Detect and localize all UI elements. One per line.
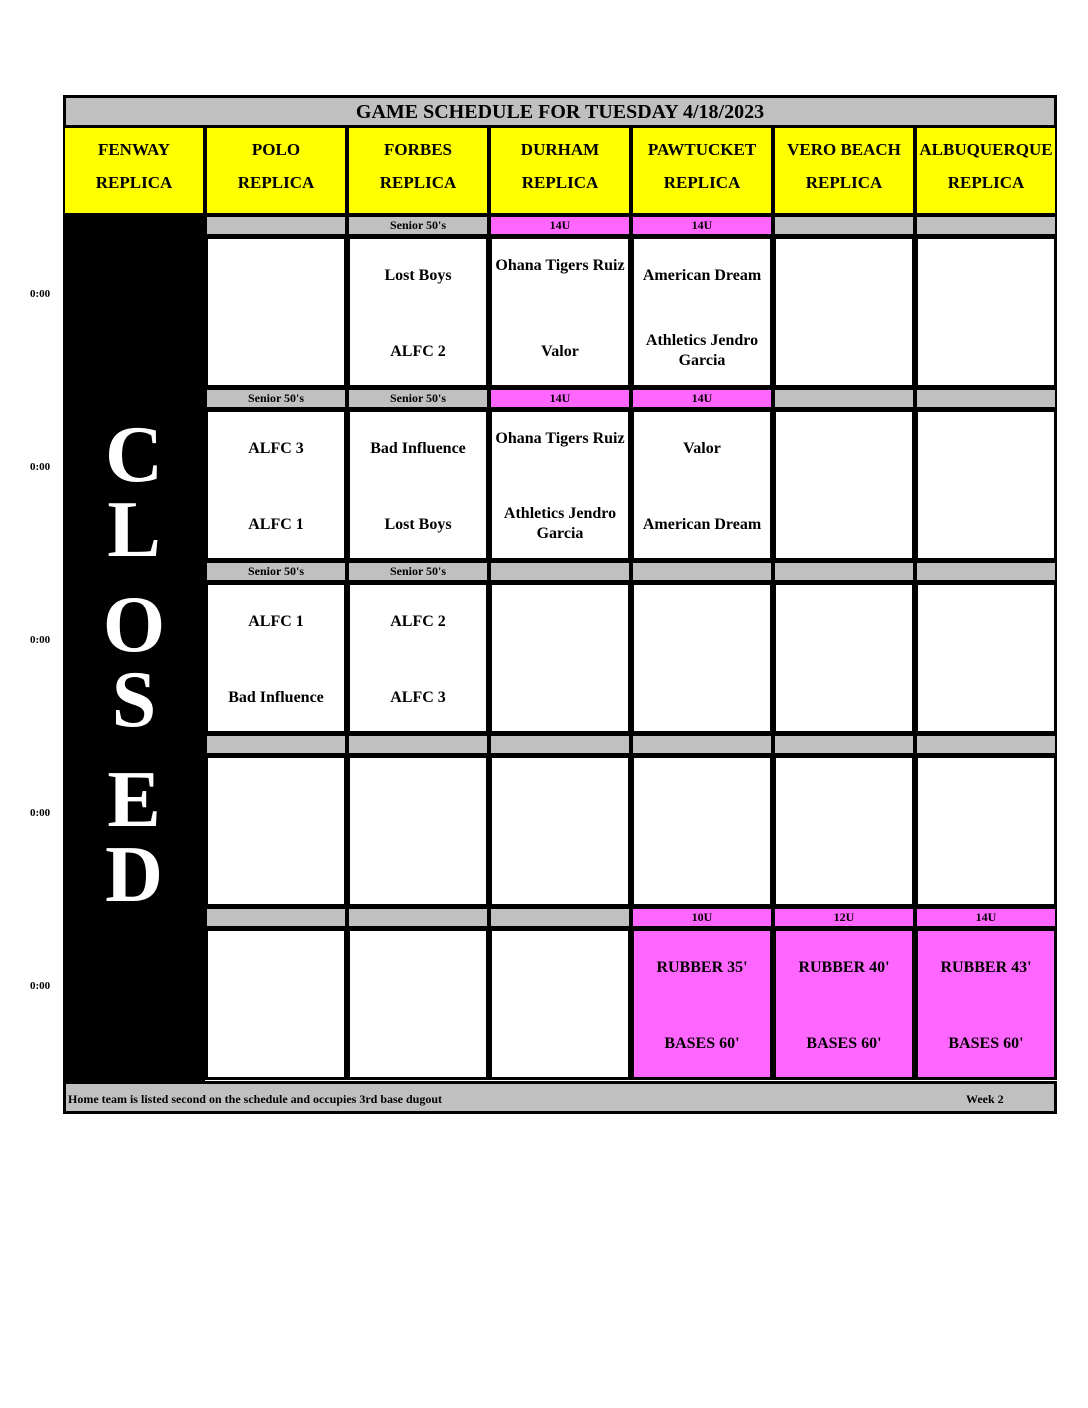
team-bottom: Valor xyxy=(541,343,579,360)
field-name: POLO xyxy=(251,140,301,159)
division-label: 14U xyxy=(915,907,1057,928)
closed-letter: S xyxy=(111,656,157,744)
team-top: Valor xyxy=(683,440,721,457)
field-header-7 xyxy=(915,126,1057,215)
closed-letter: D xyxy=(105,831,163,919)
team-top: RUBBER 43' xyxy=(940,959,1032,976)
team-top: ALFC 1 xyxy=(248,613,304,630)
game-cell xyxy=(773,236,915,388)
closed-letter: L xyxy=(107,486,161,574)
game-cell xyxy=(489,928,631,1080)
footer-bar xyxy=(63,1081,1057,1114)
division-label: Senior 50's xyxy=(347,388,489,409)
field-header-4 xyxy=(489,126,631,215)
team-top: RUBBER 35' xyxy=(656,959,748,976)
field-sub: REPLICA xyxy=(663,173,741,192)
division-label: 10U xyxy=(631,907,773,928)
team-top: Ohana Tigers Ruiz xyxy=(495,430,625,447)
game-cell xyxy=(489,582,631,734)
game-cell xyxy=(631,409,773,561)
game-cell xyxy=(347,928,489,1080)
team-top: ALFC 3 xyxy=(248,440,304,457)
team-bottom: BASES 60' xyxy=(806,1035,882,1052)
division-label xyxy=(205,907,347,928)
game-cell xyxy=(205,755,347,907)
division-label xyxy=(915,388,1057,409)
game-cell xyxy=(773,928,915,1080)
field-header-1 xyxy=(63,126,205,215)
time-label: 0:00 xyxy=(30,288,51,300)
field-sub: REPLICA xyxy=(521,173,599,192)
time-label: 0:00 xyxy=(30,980,51,992)
field-header-6 xyxy=(773,126,915,215)
game-cell xyxy=(347,409,489,561)
division-label: Senior 50's xyxy=(347,215,489,236)
field-name: FENWAY xyxy=(97,140,171,159)
division-label: Senior 50's xyxy=(205,561,347,582)
team-top: Ohana Tigers Ruiz xyxy=(495,257,625,274)
division-label xyxy=(773,734,915,755)
division-label xyxy=(489,561,631,582)
division-label: Senior 50's xyxy=(347,561,489,582)
team-bottom: Athletics Jendro Garcia xyxy=(645,332,759,369)
game-cell xyxy=(347,582,489,734)
division-label xyxy=(205,215,347,236)
team-bottom: BASES 60' xyxy=(664,1035,740,1052)
game-cell xyxy=(631,755,773,907)
game-cell xyxy=(205,582,347,734)
game-cell xyxy=(631,236,773,388)
division-label: 14U xyxy=(489,215,631,236)
field-name: ALBUQUERQUE xyxy=(919,140,1053,159)
field-header-2 xyxy=(205,126,347,215)
division-label xyxy=(205,734,347,755)
page-title: GAME SCHEDULE FOR TUESDAY 4/18/2023 xyxy=(63,95,1057,128)
game-cell xyxy=(347,755,489,907)
field-sub: REPLICA xyxy=(95,173,173,192)
game-cell xyxy=(347,236,489,388)
division-label: 14U xyxy=(489,388,631,409)
time-label: 0:00 xyxy=(30,461,51,473)
team-bottom: American Dream xyxy=(642,516,762,533)
division-label: 14U xyxy=(631,388,773,409)
closed-banner xyxy=(63,215,205,1081)
game-cell xyxy=(915,582,1057,734)
field-name: FORBES xyxy=(383,140,453,159)
footer-note: Home team is listed second on the schedule and occupies 3rd base dugout xyxy=(68,1092,443,1106)
time-label: 0:00 xyxy=(30,634,51,646)
team-bottom: Athletics Jendro Garcia xyxy=(503,505,617,542)
closed-letter: E xyxy=(107,756,161,844)
field-name: DURHAM xyxy=(520,140,600,159)
game-cell xyxy=(631,582,773,734)
team-bottom: BASES 60' xyxy=(948,1035,1024,1052)
game-cell xyxy=(205,928,347,1080)
time-label: 0:00 xyxy=(30,807,51,819)
game-cell xyxy=(205,409,347,561)
game-cell xyxy=(773,409,915,561)
field-sub: REPLICA xyxy=(237,173,315,192)
team-top: Bad Influence xyxy=(370,440,466,457)
game-cell xyxy=(773,755,915,907)
game-cell xyxy=(489,755,631,907)
closed-letter: C xyxy=(105,411,163,499)
division-label xyxy=(915,734,1057,755)
game-cell xyxy=(631,928,773,1080)
game-cell xyxy=(205,236,347,388)
division-label: 14U xyxy=(631,215,773,236)
team-top: Lost Boys xyxy=(384,267,452,284)
division-label xyxy=(915,215,1057,236)
division-label xyxy=(773,215,915,236)
field-header-3 xyxy=(347,126,489,215)
game-cell xyxy=(915,409,1057,561)
field-sub: REPLICA xyxy=(947,173,1025,192)
division-label: 12U xyxy=(773,907,915,928)
division-label xyxy=(773,561,915,582)
division-label xyxy=(489,907,631,928)
game-cell xyxy=(773,582,915,734)
division-label xyxy=(347,734,489,755)
field-header-5 xyxy=(631,126,773,215)
team-bottom: Bad Influence xyxy=(228,689,324,706)
team-top: American Dream xyxy=(642,267,762,284)
division-label xyxy=(347,907,489,928)
closed-letter: O xyxy=(102,581,166,669)
game-cell xyxy=(489,409,631,561)
team-bottom: Lost Boys xyxy=(384,516,452,533)
field-sub: REPLICA xyxy=(805,173,883,192)
team-top: RUBBER 40' xyxy=(798,959,890,976)
division-label xyxy=(915,561,1057,582)
field-name: PAWTUCKET xyxy=(647,140,757,159)
division-label xyxy=(631,561,773,582)
game-cell xyxy=(915,236,1057,388)
game-cell xyxy=(489,236,631,388)
division-label: Senior 50's xyxy=(205,388,347,409)
field-name: VERO BEACH xyxy=(787,140,901,159)
division-label xyxy=(489,734,631,755)
division-label xyxy=(773,388,915,409)
game-cell xyxy=(915,928,1057,1080)
week-label: Week 2 xyxy=(966,1092,1004,1106)
team-bottom: ALFC 3 xyxy=(390,689,446,706)
team-top: ALFC 2 xyxy=(390,613,446,630)
division-label xyxy=(631,734,773,755)
game-cell xyxy=(915,755,1057,907)
team-bottom: ALFC 2 xyxy=(390,343,446,360)
field-sub: REPLICA xyxy=(379,173,457,192)
team-bottom: ALFC 1 xyxy=(248,516,304,533)
